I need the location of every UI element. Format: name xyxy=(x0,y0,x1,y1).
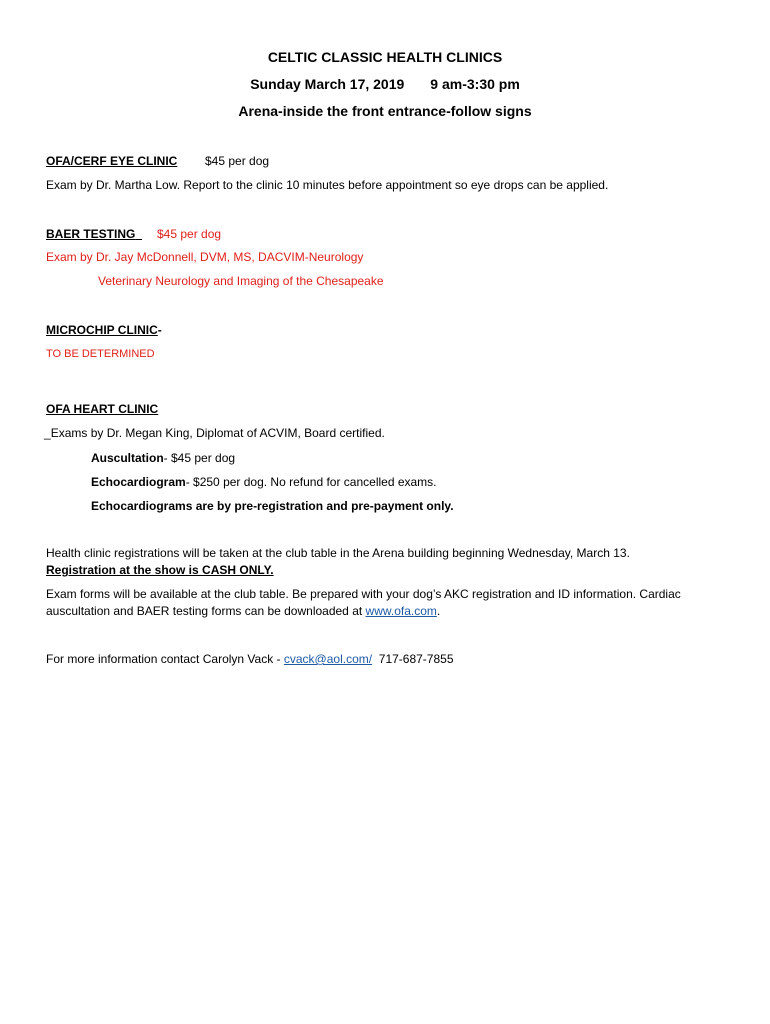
contact-prefix: For more information contact Carolyn Vack - xyxy=(46,652,284,666)
heart-doctor: Exams by Dr. Megan King, Diplomat of ACVIM, Board certified. xyxy=(50,426,385,440)
auscultation-line xyxy=(91,451,235,465)
microchip-heading: MICROCHIP CLINIC xyxy=(46,323,158,337)
contact-phone: 717-687-7855 xyxy=(378,652,454,666)
echo-line xyxy=(91,475,437,489)
forms-info-line1: Exam forms will be available at the club table. Be prepared with your dog’s AKC registration and ID information. Cardiac xyxy=(46,587,681,601)
baer-doctor: Exam by Dr. Jay McDonnell, DVM, MS, DACVIM-Neurology xyxy=(46,250,364,264)
baer-practice: Veterinary Neurology and Imaging of the Chesapeake xyxy=(98,274,384,288)
contact-line xyxy=(46,652,454,666)
heart-doctor-line: _Exams by Dr. Megan King, Diplomat of ACVIM, Board certified. xyxy=(44,426,385,440)
cash-only-note: Registration at the show is CASH ONLY. xyxy=(46,563,274,577)
heart-heading: OFA HEART CLINIC xyxy=(46,402,159,416)
document-title: CELTIC CLASSIC HEALTH CLINICS xyxy=(267,49,503,65)
microchip-status: TO BE DETERMINED xyxy=(46,348,155,360)
auscultation-price: - $45 per dog xyxy=(163,451,236,465)
event-date: Sunday March 17, 2019 xyxy=(250,76,405,92)
microchip-heading-line: MICROCHIP CLINIC- xyxy=(46,323,162,337)
ofa-cerf-heading: OFA/CERF EYE CLINIC xyxy=(46,154,178,168)
ofa-cerf-detail: Exam by Dr. Martha Low. Report to the clinic 10 minutes before appointment so eye drops can be applied. xyxy=(46,178,609,192)
auscultation-label: Auscultation xyxy=(91,451,164,465)
event-time: 9 am-3:30 pm xyxy=(430,76,520,92)
event-location: Arena-inside the front entrance-follow signs xyxy=(238,103,532,119)
echo-price: - $250 per dog. No refund for cancelled exams. xyxy=(185,475,437,489)
ofa-cerf-price: $45 per dog xyxy=(205,154,270,168)
baer-heading: BAER TESTING xyxy=(46,227,136,241)
echo-label: Echocardiogram xyxy=(91,475,186,489)
contact-email-link[interactable]: cvack@aol.com/ xyxy=(283,652,373,666)
ofa-website-link[interactable]: www.ofa.com xyxy=(365,604,437,618)
echo-prereg-note: Echocardiograms are by pre-registration and pre-payment only. xyxy=(91,499,454,513)
forms-info-line2: auscultation and BAER testing forms can be downloaded at www.ofa.com. xyxy=(46,604,441,618)
baer-price: $45 per dog xyxy=(157,227,222,241)
event-date-line xyxy=(0,76,770,92)
registration-info: Health clinic registrations will be taken at the club table in the Arena building beginning Wednesday, March 13. xyxy=(46,546,630,560)
